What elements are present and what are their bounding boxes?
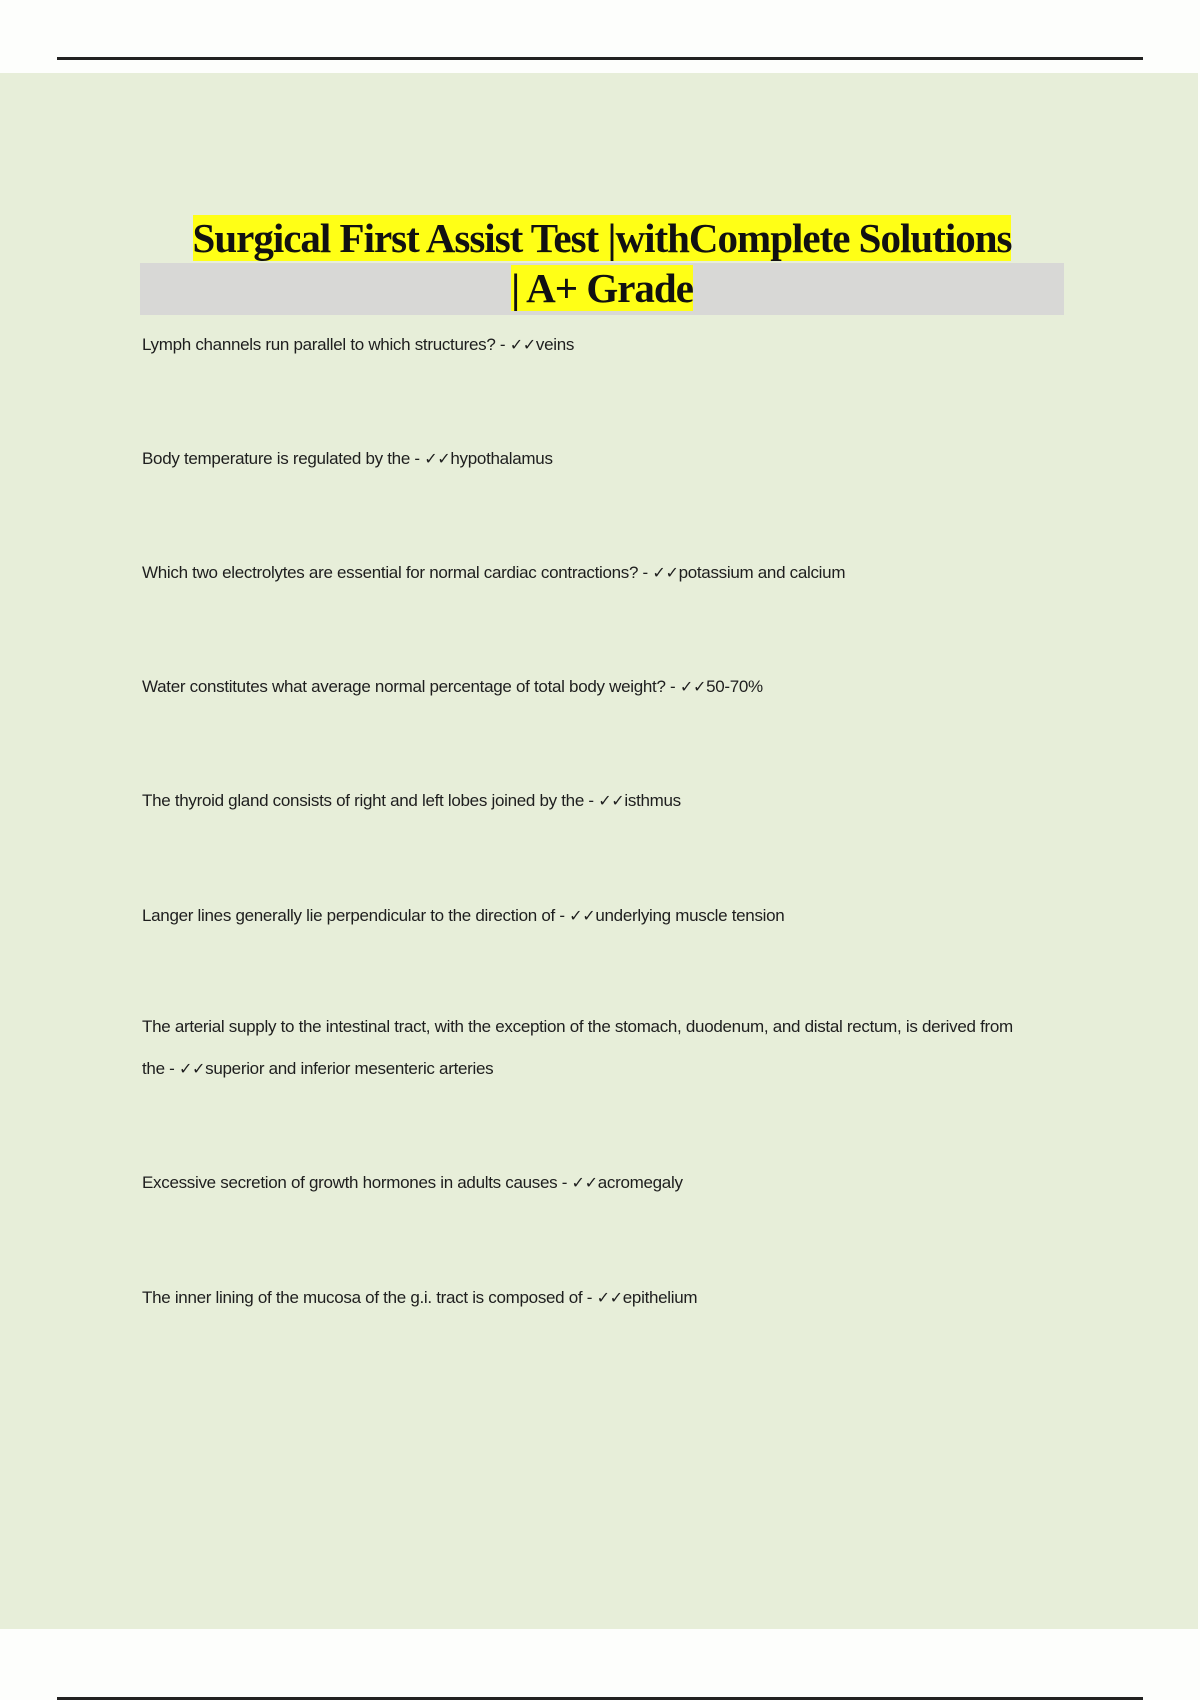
double-check-icon: ✓✓: [424, 449, 451, 468]
qa-item: [142, 552, 1042, 594]
title-block: [140, 213, 1064, 315]
answer-text: potassium and calcium: [678, 563, 846, 582]
answer-text: 50-70%: [706, 677, 763, 696]
question-text: Body temperature is regulated by the -: [142, 449, 425, 468]
qa-item: [142, 666, 1042, 708]
answer-text: underlying muscle tension: [595, 906, 785, 925]
double-check-icon: ✓✓: [679, 677, 707, 696]
answer-text: hypothalamus: [450, 449, 553, 468]
question-text: Excessive secretion of growth hormones in adults causes -: [142, 1173, 572, 1192]
question-text: Lymph channels run parallel to which structures? -: [142, 335, 510, 354]
question-text: The thyroid gland consists of right and left lobes joined by the -: [142, 791, 599, 810]
question-text: Langer lines generally lie perpendicular to the direction of -: [142, 906, 570, 925]
qa-item: [142, 1277, 1042, 1319]
qa-item: [142, 324, 1042, 366]
qa-item: [142, 780, 1042, 822]
double-check-icon: ✓✓: [571, 1173, 598, 1192]
answer-text: isthmus: [624, 791, 681, 810]
double-check-icon: ✓✓: [652, 563, 679, 582]
double-check-icon: ✓✓: [569, 906, 596, 925]
answer-text: superior and inferior mesenteric arteries: [205, 1059, 494, 1078]
double-check-icon: ✓✓: [509, 335, 536, 354]
document-page: [0, 73, 1198, 1629]
answer-text: epithelium: [622, 1288, 698, 1307]
question-text: The inner lining of the mucosa of the g.i. tract is composed of -: [142, 1288, 597, 1307]
qa-item: [142, 1006, 1022, 1090]
qa-item: [142, 895, 1042, 937]
double-check-icon: ✓✓: [596, 1288, 623, 1307]
header-rule: [57, 57, 1143, 60]
page-title: Surgical First Assist Test |withComplete Solutions: [192, 215, 1012, 261]
double-check-icon: ✓✓: [178, 1059, 206, 1078]
answer-text: acromegaly: [597, 1173, 683, 1192]
qa-item: [142, 1162, 1042, 1204]
question-text: Which two electrolytes are essential for normal cardiac contractions? -: [142, 563, 653, 582]
question-text: The arterial supply to the intestinal tract, with the exception of the stomach, duodenum, and distal rectum, is derived from the -: [142, 1017, 1013, 1078]
page-title-line2: | A+ Grade: [511, 265, 693, 311]
answer-text: veins: [535, 335, 575, 354]
qa-item: [142, 438, 1042, 480]
double-check-icon: ✓✓: [598, 791, 625, 810]
question-text: Water constitutes what average normal percentage of total body weight? -: [142, 677, 680, 696]
